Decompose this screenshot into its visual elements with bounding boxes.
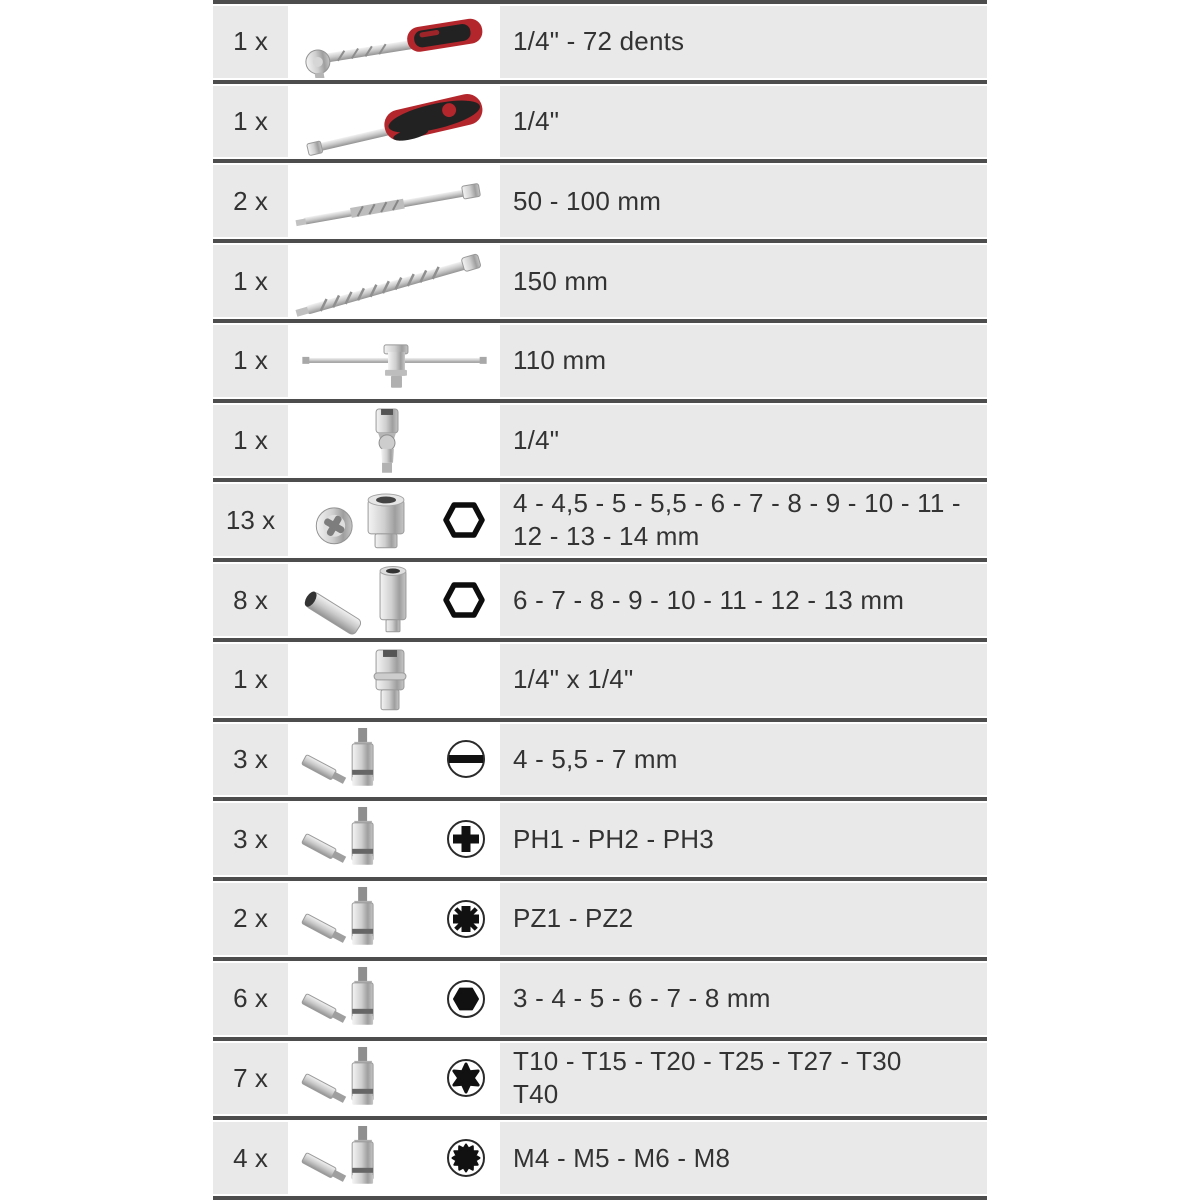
description-cell <box>500 883 987 955</box>
description-cell <box>500 405 987 477</box>
tool-image-cell <box>288 165 500 237</box>
tool-image-cell <box>288 325 500 397</box>
hex-filled-icon <box>446 979 486 1019</box>
description-cell <box>500 325 987 397</box>
table-row <box>213 6 987 78</box>
quantity-cell: 3 x <box>213 724 288 796</box>
description-line: 12 - 13 - 14 mm <box>513 521 700 552</box>
table-row <box>213 1122 987 1194</box>
hex-outline-icon <box>442 577 486 623</box>
tool-image-cell <box>288 245 500 317</box>
description-line: T40 <box>513 1079 559 1110</box>
universal-joint-image <box>288 405 500 477</box>
sliding-t-bar-image <box>288 325 500 397</box>
description-cell <box>500 86 987 158</box>
table-row <box>213 86 987 158</box>
tool-image-cell <box>288 963 500 1035</box>
flexible-extension-image <box>288 245 500 317</box>
quantity-cell: 1 x <box>213 325 288 397</box>
description-line: PH1 - PH2 - PH3 <box>513 823 714 854</box>
table-row <box>213 484 987 556</box>
description-cell <box>500 724 987 796</box>
quantity-cell: 6 x <box>213 963 288 1035</box>
slotted-icon <box>446 739 486 779</box>
description-line: 1/4" x 1/4" <box>513 664 634 695</box>
tool-image-cell <box>288 1122 500 1194</box>
description-line: 50 - 100 mm <box>513 185 662 216</box>
quantity-cell: 1 x <box>213 245 288 317</box>
quantity-cell: 3 x <box>213 803 288 875</box>
description-line: 6 - 7 - 8 - 9 - 10 - 11 - 12 - 13 mm <box>513 584 905 615</box>
description-cell <box>500 803 987 875</box>
tool-image-cell <box>288 484 500 556</box>
extension-bar-image <box>288 165 500 237</box>
description-cell <box>500 564 987 636</box>
table-row <box>213 165 987 237</box>
description-line: 4 - 4,5 - 5 - 5,5 - 6 - 7 - 8 - 9 - 10 - 11 - <box>513 488 961 519</box>
description-line: 1/4" <box>513 425 560 456</box>
quantity-cell: 1 x <box>213 405 288 477</box>
quantity-cell: 2 x <box>213 165 288 237</box>
quantity-cell: 4 x <box>213 1122 288 1194</box>
description-line: T10 - T15 - T20 - T25 - T27 - T30 <box>513 1046 902 1077</box>
description-line: PZ1 - PZ2 <box>513 903 634 934</box>
table-row <box>213 724 987 796</box>
spline-icon <box>446 1138 486 1178</box>
description-line: 1/4" - 72 dents <box>513 26 685 57</box>
description-cell <box>500 1043 987 1115</box>
adapter-image <box>288 644 500 716</box>
torx-icon <box>446 1058 486 1098</box>
table-row <box>213 963 987 1035</box>
quantity-cell: 7 x <box>213 1043 288 1115</box>
description-cell <box>500 963 987 1035</box>
description-cell <box>500 165 987 237</box>
description-cell <box>500 1122 987 1194</box>
table-row <box>213 644 987 716</box>
tool-image-cell <box>288 883 500 955</box>
table-row <box>213 325 987 397</box>
tool-image-cell <box>288 6 500 78</box>
hex-outline-icon <box>442 497 486 543</box>
table-row <box>213 883 987 955</box>
product-table <box>213 0 987 1200</box>
quantity-cell: 1 x <box>213 644 288 716</box>
tool-image-cell <box>288 724 500 796</box>
tool-image-cell <box>288 644 500 716</box>
table-row <box>213 803 987 875</box>
description-cell <box>500 644 987 716</box>
table-row <box>213 1043 987 1115</box>
ratchet-image <box>288 6 500 78</box>
quantity-cell: 8 x <box>213 564 288 636</box>
description-line: 110 mm <box>513 345 607 376</box>
tool-image-cell <box>288 803 500 875</box>
description-line: M4 - M5 - M6 - M8 <box>513 1142 731 1173</box>
row-separator-line <box>213 1196 987 1200</box>
description-cell <box>500 484 987 556</box>
tool-image-cell <box>288 405 500 477</box>
description-line: 3 - 4 - 5 - 6 - 7 - 8 mm <box>513 983 771 1014</box>
quantity-cell: 1 x <box>213 86 288 158</box>
tool-image-cell <box>288 564 500 636</box>
description-cell <box>500 245 987 317</box>
description-line: 150 mm <box>513 265 609 296</box>
pozidriv-icon <box>446 899 486 939</box>
table-row <box>213 405 987 477</box>
description-line: 4 - 5,5 - 7 mm <box>513 743 678 774</box>
phillips-icon <box>446 819 486 859</box>
description-line: 1/4" <box>513 106 560 137</box>
quantity-cell: 2 x <box>213 883 288 955</box>
description-cell <box>500 6 987 78</box>
table-row <box>213 245 987 317</box>
tool-image-cell <box>288 86 500 158</box>
bit-screwdriver-image <box>288 86 500 158</box>
quantity-cell: 1 x <box>213 6 288 78</box>
quantity-cell: 13 x <box>213 484 288 556</box>
tool-image-cell <box>288 1043 500 1115</box>
table-row <box>213 564 987 636</box>
